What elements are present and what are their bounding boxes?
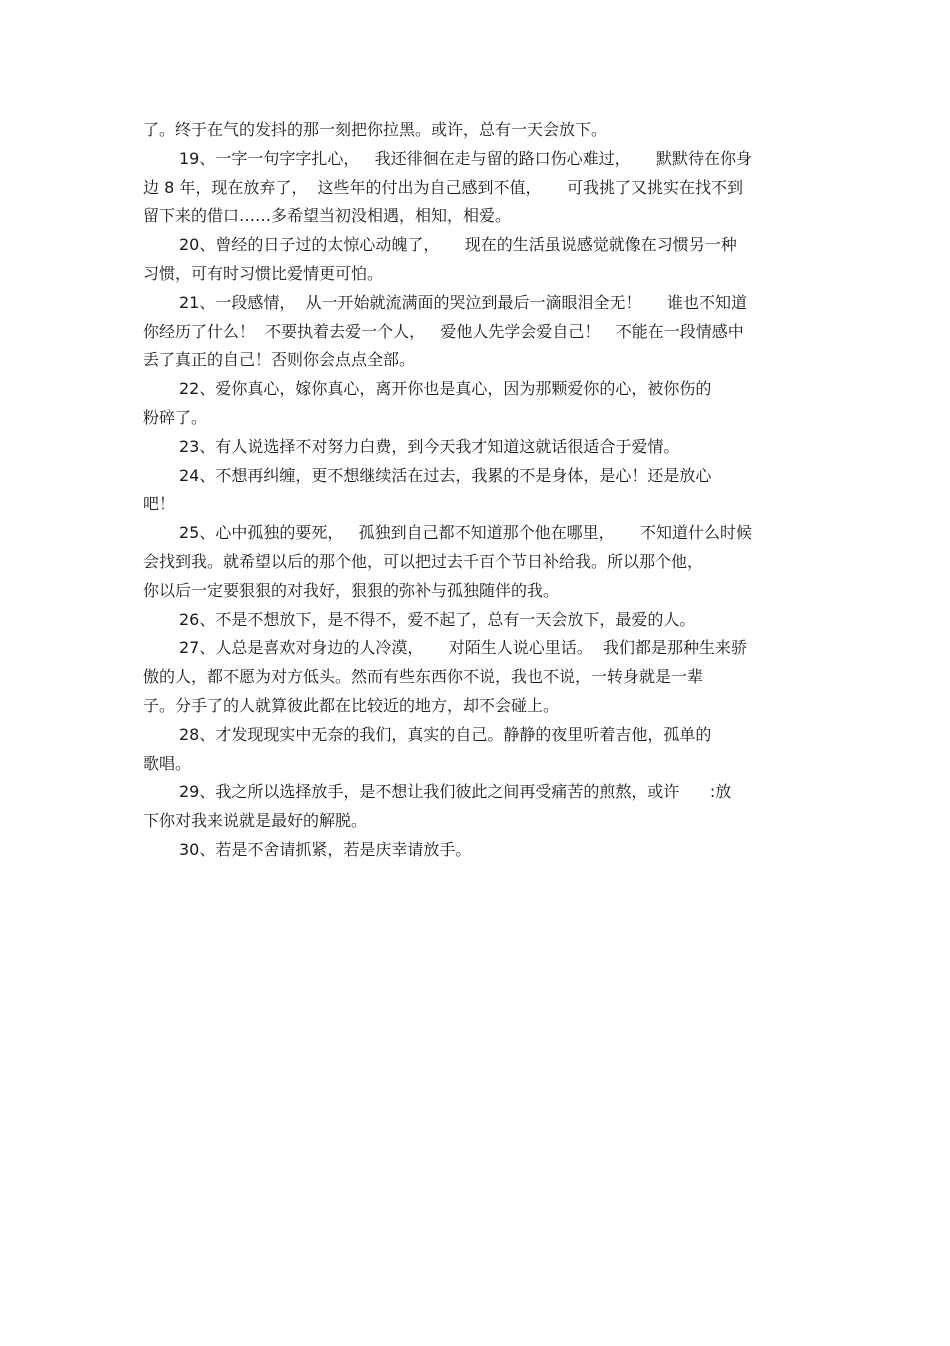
text-line: 29、我之所以选择放手，是不想让我们彼此之间再受痛苦的煎熬，或许 :放 <box>179 782 732 802</box>
document-body <box>143 116 815 865</box>
text-line: 23、有人说选择不对努力白费，到今天我才知道这就话很适合于爱情。 <box>179 436 680 456</box>
text-line: 丢了真正的自己！否则你会点点全部。 <box>143 350 416 370</box>
text-line: 下你对我来说就是最好的解脱。 <box>143 811 368 831</box>
text-line: 25、心中孤独的要死， 孤独到自己都不知道那个他在哪里， 不知道什么时候 <box>179 523 753 543</box>
text-line: 27、人总是喜欢对身边的人冷漠， 对陌生人说心里话。 我们都是那种生来骄 <box>179 638 747 658</box>
text-line: 22、爱你真心，嫁你真心，离开你也是真心，因为那颗爱你的心，被你伤的 <box>179 379 712 399</box>
text-line: 26、不是不想放下，是不得不，爱不起了，总有一天会放下，最爱的人。 <box>179 609 696 629</box>
text-line: 20、曾经的日子过的太惊心动魄了， 现在的生活虽说感觉就像在习惯另一种 <box>179 235 737 255</box>
text-line: 你经历了什么！ 不要执着去爱一个人， 爱他人先学会爱自己！ 不能在一段情感中 <box>143 321 744 341</box>
text-line: 边 8 年，现在放弃了， 这些年的付出为自己感到不值， 可我挑了又挑实在找不到 <box>143 177 743 197</box>
text-line: 24、不想再纠缠，更不想继续活在过去，我累的不是身体，是心！还是放心 <box>179 465 712 485</box>
text-line: 21、一段感情， 从一开始就流满面的哭泣到最后一滴眼泪全无！ 谁也不知道 <box>179 292 747 312</box>
text-line: 傲的人，都不愿为对方低头。然而有些东西你不说，我也不说，一转身就是一辈 <box>143 667 704 687</box>
text-line: 19、一字一句字字扎心， 我还徘徊在走与留的路口伤心难过， 默默待在你身 <box>179 148 753 168</box>
text-line: 30、若是不舍请抓紧，若是庆幸请放手。 <box>179 839 472 859</box>
text-line: 粉碎了。 <box>143 407 208 427</box>
text-line: 会找到我。就希望以后的那个他，可以把过去千百个节日补给我。所以那个他， <box>143 551 704 571</box>
text-line: 了。终于在气的发抖的那一刻把你拉黑。或许，总有一天会放下。 <box>143 120 608 139</box>
text-line: 歌唱。 <box>143 753 192 773</box>
text-line: 子。分手了的人就算彼此都在比较近的地方，却不会碰上。 <box>143 695 560 715</box>
text-line: 习惯，可有时习惯比爱情更可怕。 <box>143 263 384 283</box>
text-line: 你以后一定要狠狠的对我好，狠狠的弥补与孤独随伴的我。 <box>143 580 560 600</box>
text-line: 吧！ <box>143 494 176 514</box>
text-line: 留下来的借口……多希望当初没相遇，相知，相爱。 <box>143 206 512 226</box>
text-line: 28、才发现现实中无奈的我们，真实的自己。静静的夜里听着吉他，孤单的 <box>179 724 712 744</box>
